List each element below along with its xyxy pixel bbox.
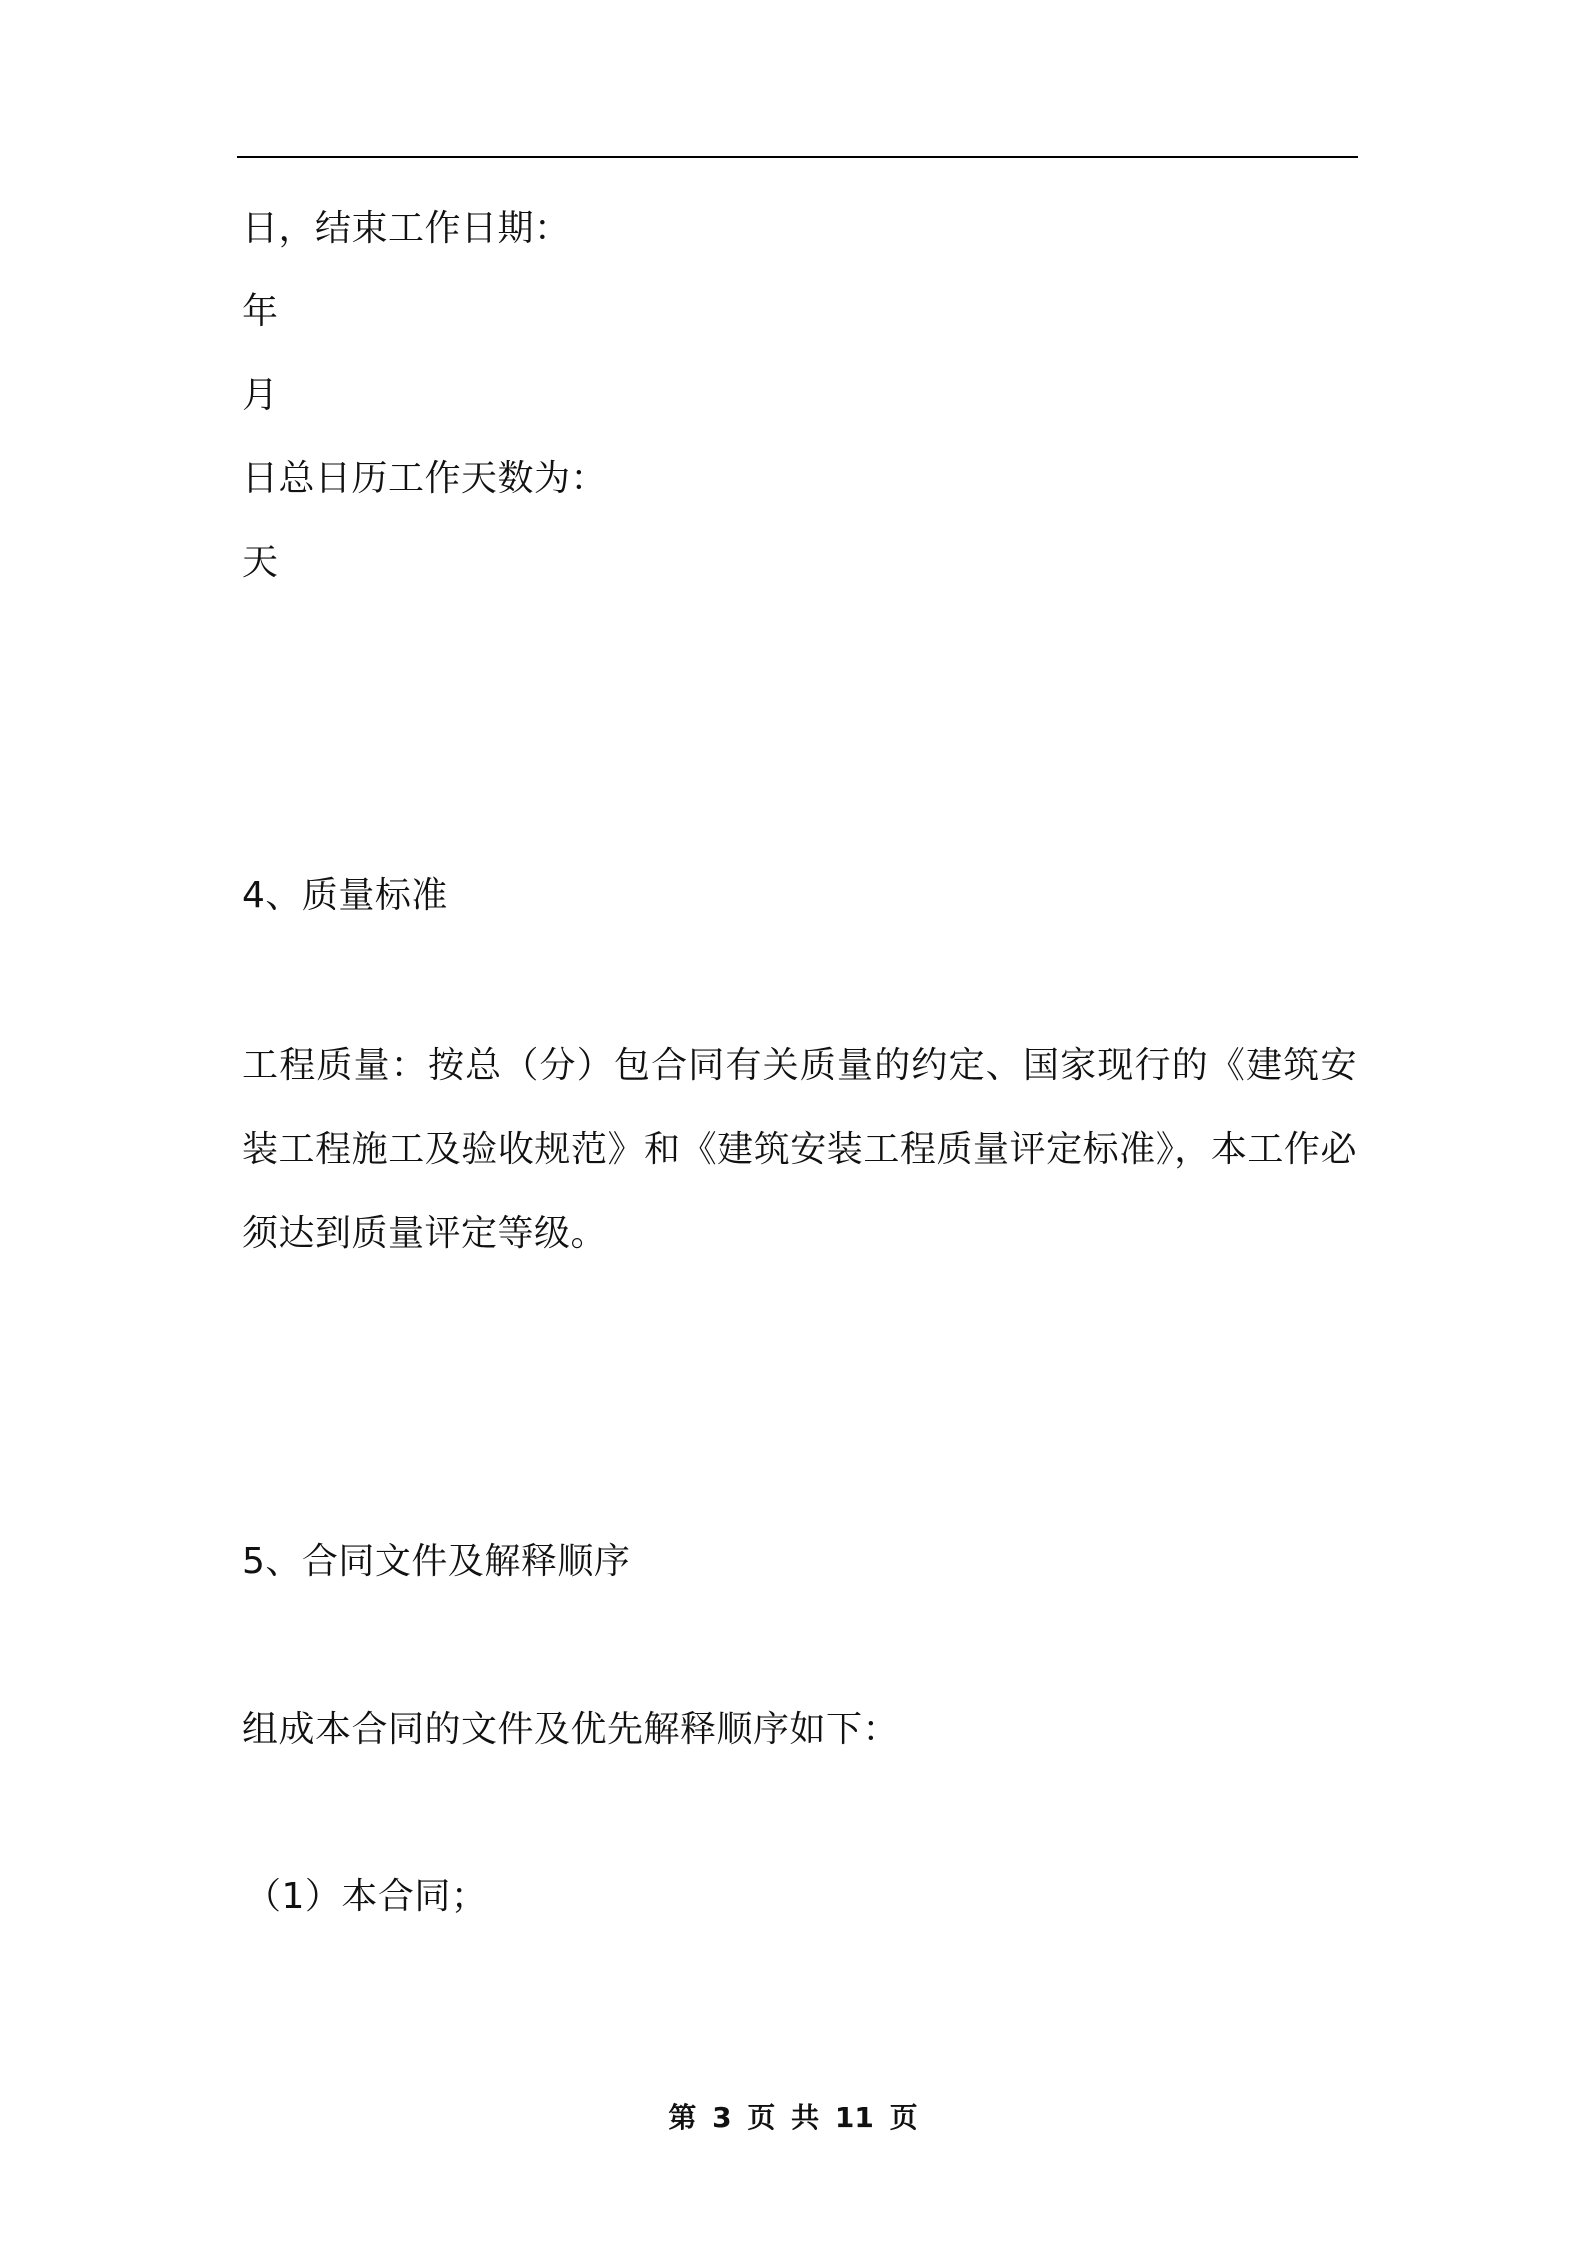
section-4-body: 工程质量：按总（分）包合同有关质量的约定、国家现行的《建筑安装工程施工及验收规范》和《建筑安装工程质量评定标准》，本工作必须达到质量评定等级。: [242, 1045, 1357, 1254]
month-label: 月: [242, 375, 279, 416]
total-days-label: 日总日历工作天数为：: [242, 458, 608, 499]
section-5-intro: 组成本合同的文件及优先解释顺序如下：: [242, 1709, 900, 1750]
section-4-heading: 4、质量标准: [242, 875, 448, 916]
year-label: 年: [242, 291, 279, 332]
page-footer: 第 3 页 共 11 页: [668, 2101, 918, 2134]
day-unit-label: 天: [242, 542, 279, 583]
section-5-heading: 5、合同文件及解释顺序: [242, 1541, 631, 1582]
end-date-label: 日，结束工作日期：: [242, 208, 571, 249]
section-5-item-1: （1）本合同；: [245, 1876, 488, 1917]
header-rule: [237, 156, 1358, 158]
